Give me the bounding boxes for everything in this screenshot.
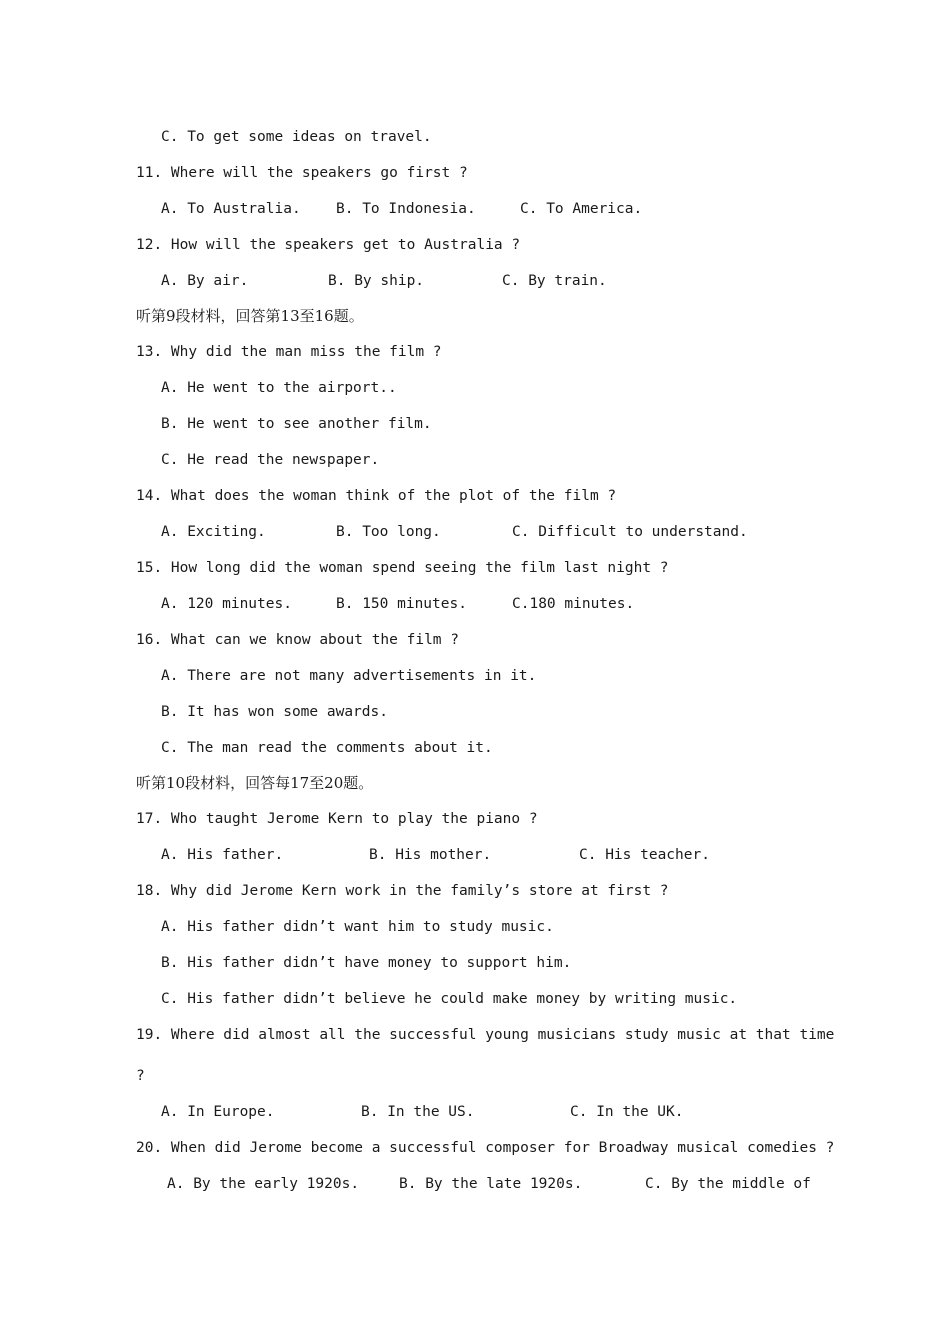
option-a: A. He went to the airport..: [161, 380, 397, 396]
option-c: C. He read the newspaper.: [161, 452, 380, 468]
option-c: C. Difficult to understand.: [512, 524, 748, 540]
option-a: A. There are not many advertisements in it.: [161, 668, 537, 684]
option-c: C. His teacher.: [579, 847, 710, 863]
option-b: B. He went to see another film.: [161, 416, 432, 432]
question-16: 16. What can we know about the film ?: [136, 632, 460, 648]
option-b: B. By the late 1920s.: [399, 1176, 583, 1192]
question-14: 14. What does the woman think of the plot of the film ?: [136, 488, 617, 504]
option-a: A. To Australia.: [161, 201, 301, 217]
option-c: C. To America.: [520, 201, 643, 217]
option-b: B. His father didn’t have money to support him.: [161, 955, 572, 971]
question-13: 13. Why did the man miss the film ?: [136, 344, 442, 360]
option-line: C. To get some ideas on travel.: [161, 129, 432, 145]
option-c: C. His father didn’t believe he could make money by writing music.: [161, 991, 738, 1007]
option-b: B. 150 minutes.: [336, 596, 467, 612]
options-row-14: [161, 522, 861, 542]
question-18: 18. Why did Jerome Kern work in the family’s store at first ?: [136, 883, 669, 899]
option-b: B. To Indonesia.: [336, 201, 476, 217]
options-row-12: [161, 271, 861, 291]
option-b: B. By ship.: [328, 273, 425, 289]
option-a: A. By the early 1920s.: [167, 1176, 360, 1192]
question-11: 11. Where will the speakers go first ?: [136, 165, 468, 181]
option-c: C. The man read the comments about it.: [161, 740, 493, 756]
options-row-17: [161, 845, 861, 865]
option-a: A. Exciting.: [161, 524, 266, 540]
option-b: B. His mother.: [369, 847, 492, 863]
option-b: B. In the US.: [361, 1104, 475, 1120]
option-a: A. His father didn’t want him to study music.: [161, 919, 554, 935]
question-19-continuation: ?: [136, 1068, 145, 1084]
options-row-19: [161, 1102, 861, 1122]
option-a: A. By air.: [161, 273, 249, 289]
option-c: C. By train.: [502, 273, 607, 289]
options-row-15: [161, 594, 861, 614]
options-row-20: [167, 1174, 867, 1194]
question-17: 17. Who taught Jerome Kern to play the piano ?: [136, 811, 538, 827]
question-12: 12. How will the speakers get to Australia ?: [136, 237, 521, 253]
option-a: A. In Europe.: [161, 1104, 275, 1120]
option-a: A. 120 minutes.: [161, 596, 292, 612]
option-b: B. Too long.: [336, 524, 441, 540]
question-15: 15. How long did the woman spend seeing the film last night ?: [136, 560, 669, 576]
option-c: C.180 minutes.: [512, 596, 635, 612]
option-b: B. It has won some awards.: [161, 704, 388, 720]
option-c: C. In the UK.: [570, 1104, 684, 1120]
option-c: C. By the middle of: [645, 1176, 811, 1192]
section-heading-9: 听第9段材料，回答第13至16题。: [136, 307, 364, 325]
option-a: A. His father.: [161, 847, 284, 863]
question-19: 19. Where did almost all the successful young musicians study music at that time: [136, 1027, 835, 1043]
section-heading-10: 听第10段材料，回答每17至20题。: [136, 774, 374, 792]
options-row-11: [161, 199, 861, 219]
question-20: 20. When did Jerome become a successful composer for Broadway musical comedies ?: [136, 1140, 835, 1156]
